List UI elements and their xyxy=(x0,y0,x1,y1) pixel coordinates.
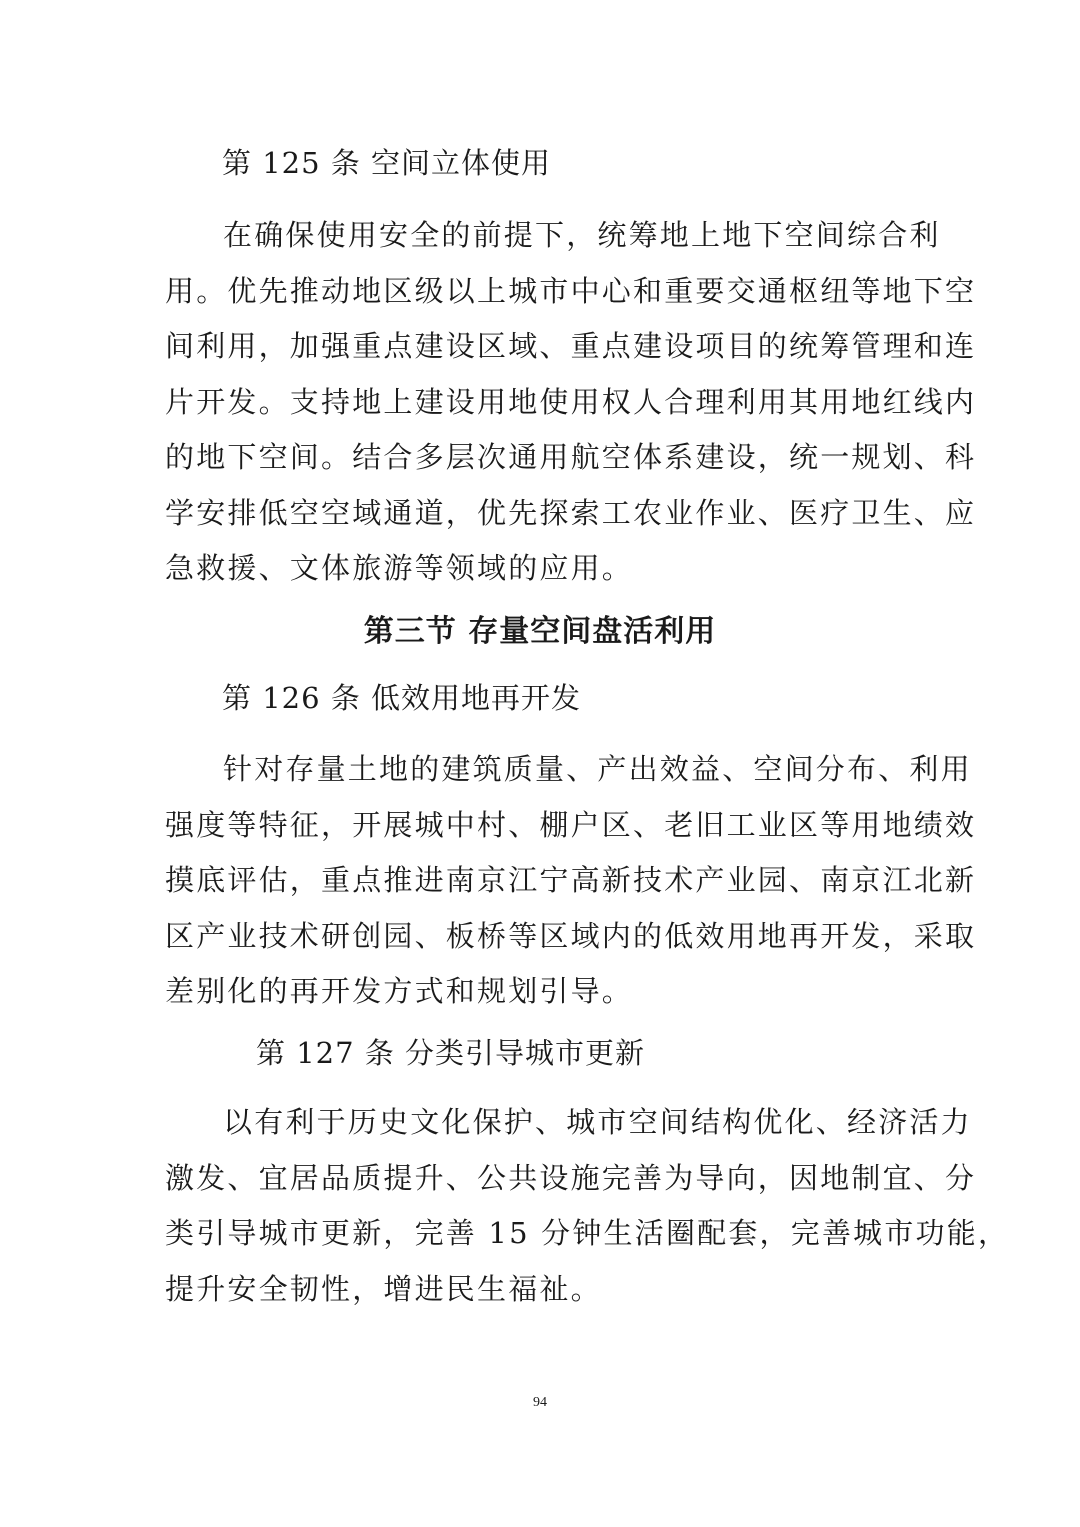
article-125-line: 片开发。支持地上建设用地使用权人合理利用其用地红线内 xyxy=(165,384,977,419)
article-126-body xyxy=(165,742,977,1020)
article-126-line: 针对存量土地的建筑质量、产出效益、空间分布、利用 xyxy=(223,752,972,786)
article-126-line: 摸底评估，重点推进南京江宁高新技术产业园、南京江北新 xyxy=(165,863,977,897)
article-127-line: 提升安全韧性，增进民生福祉。 xyxy=(165,1271,602,1306)
article-125-line: 间利用，加强重点建设区域、重点建设项目的统筹管理和连 xyxy=(165,329,977,363)
article-125-line: 在确保使用安全的前提下，统筹地上地下空间综合利 xyxy=(223,218,941,252)
article-125-line: 的地下空间。结合多层次通用航空体系建设，统一规划、科 xyxy=(165,440,977,474)
article-127-body xyxy=(165,1095,1010,1317)
article-127-line: 以有利于历史文化保护、城市空间结构优化、经济活力 xyxy=(223,1105,972,1139)
page-number: 94 xyxy=(533,1395,547,1410)
article-125-line: 学安排低空空域通道，优先探索工农业作业、医疗卫生、应 xyxy=(165,495,977,530)
section-title: 第三节 存量空间盘活利用 xyxy=(363,614,717,649)
article-126-line: 差别化的再开发方式和规划引导。 xyxy=(165,974,634,1008)
article-126-line: 强度等特征，开展城中村、棚户区、老旧工业区等用地绩效 xyxy=(165,807,977,842)
article-127-title: 第 127 条 分类引导城市更新 xyxy=(256,1036,646,1070)
article-127-line: 激发、宜居品质提升、公共设施完善为导向，因地制宜、分 xyxy=(165,1160,977,1195)
article-125-line: 急救援、文体旅游等领域的应用。 xyxy=(165,551,634,585)
article-125-line: 用。优先推动地区级以上城市中心和重要交通枢纽等地下空 xyxy=(165,273,977,308)
article-127-line: 类引导城市更新，完善 15 分钟生活圈配套，完善城市功能， xyxy=(165,1216,1010,1250)
article-126-line: 区产业技术研创园、板桥等区域内的低效用地再开发，采取 xyxy=(165,918,977,953)
article-126-title: 第 126 条 低效用地再开发 xyxy=(222,681,582,715)
article-125-title: 第 125 条 空间立体使用 xyxy=(222,146,552,180)
article-125-body xyxy=(165,208,977,597)
